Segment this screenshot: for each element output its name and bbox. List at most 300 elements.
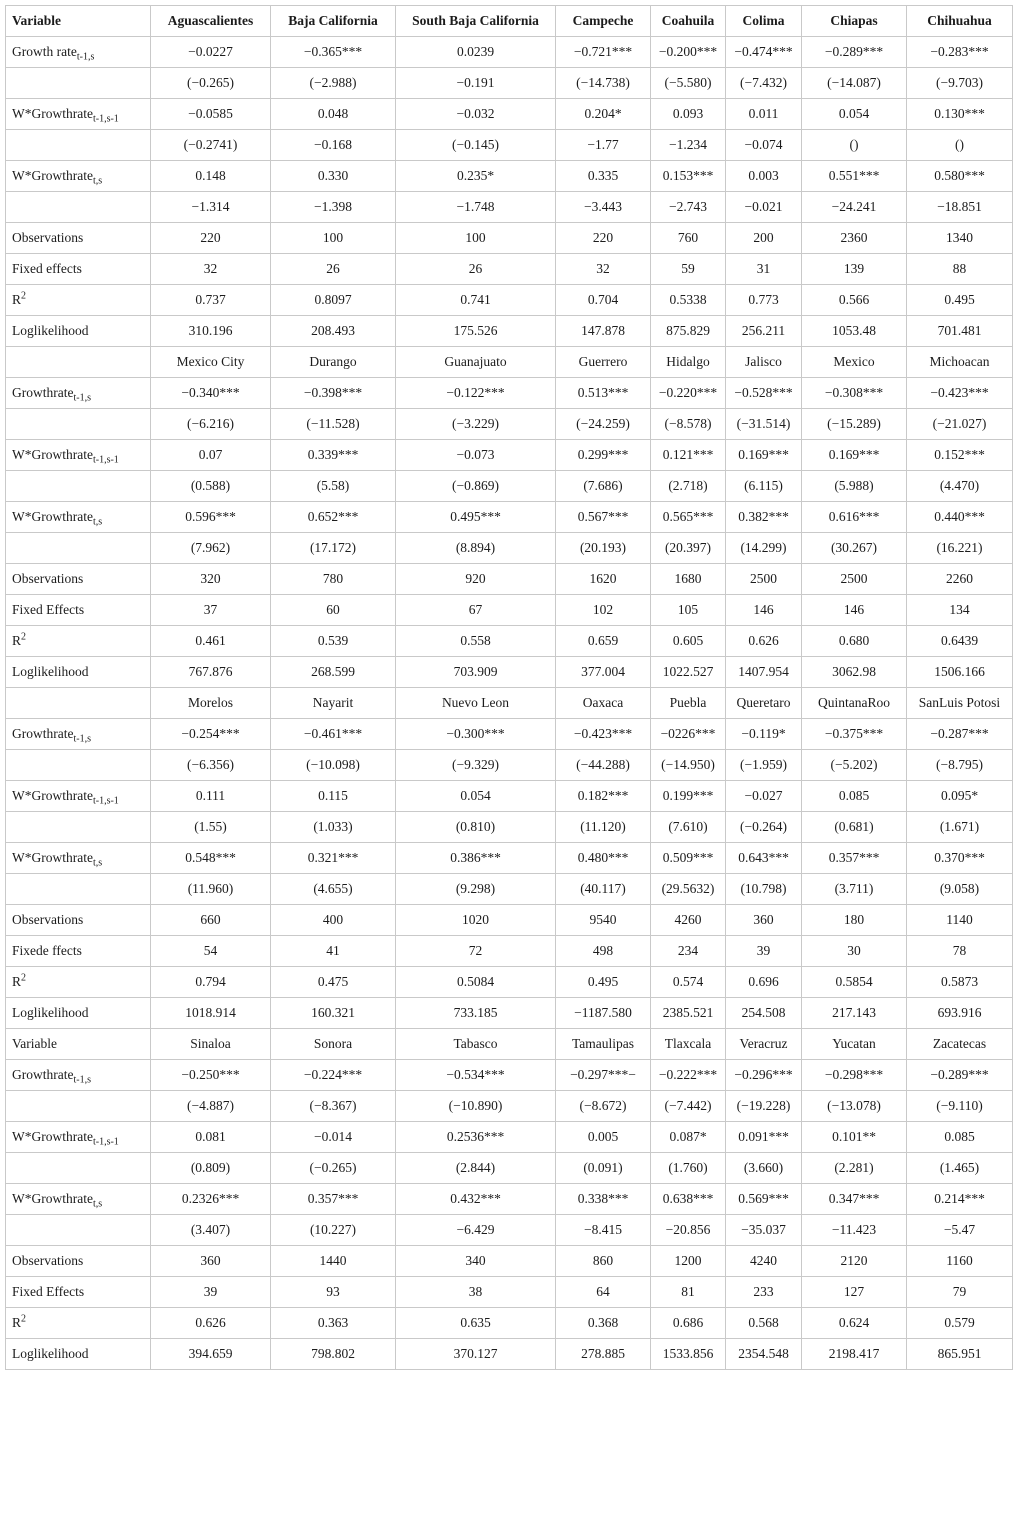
value-cell: 0.148 (151, 161, 271, 192)
column-header-state: Coahuila (651, 6, 726, 37)
value-cell: 0.0239 (396, 37, 556, 68)
table-row (6, 440, 1013, 471)
value-cell: 0.370*** (907, 843, 1013, 874)
value-cell: 2120 (802, 1246, 907, 1277)
value-cell: 0.569*** (726, 1184, 802, 1215)
value-cell: −0.283*** (907, 37, 1013, 68)
row-label-text: W*Growthrate (12, 509, 93, 525)
value-cell: (−4.887) (151, 1091, 271, 1122)
row-label (6, 378, 151, 409)
table-row (6, 1153, 1013, 1184)
table-row (6, 68, 1013, 99)
header-row (6, 6, 1013, 37)
value-cell: (−10.098) (271, 750, 396, 781)
value-cell: (−6.216) (151, 409, 271, 440)
value-cell: −0.461*** (271, 719, 396, 750)
value-cell: 0.616*** (802, 502, 907, 533)
value-cell: 0.539 (271, 626, 396, 657)
value-cell: (−0.265) (151, 68, 271, 99)
row-label (6, 905, 151, 936)
state-row-label (6, 688, 151, 719)
row-label-superscript: 2 (21, 1313, 27, 1325)
value-cell: (14.299) (726, 533, 802, 564)
table-row (6, 471, 1013, 502)
value-cell: −2.743 (651, 192, 726, 223)
state-name: Jalisco (726, 347, 802, 378)
value-cell: −0.289*** (802, 37, 907, 68)
value-cell: −0.250*** (151, 1060, 271, 1091)
value-cell: (9.058) (907, 874, 1013, 905)
value-cell: (1.55) (151, 812, 271, 843)
value-cell: 78 (907, 936, 1013, 967)
value-cell: 0.085 (802, 781, 907, 812)
row-label (6, 1277, 151, 1308)
state-name: Zacatecas (907, 1029, 1013, 1060)
column-header-state: Chiapas (802, 6, 907, 37)
value-cell: 88 (907, 254, 1013, 285)
value-cell: (17.172) (271, 533, 396, 564)
row-label (6, 1091, 151, 1122)
value-cell: (−21.027) (907, 409, 1013, 440)
state-name: Yucatan (802, 1029, 907, 1060)
state-name: Nuevo Leon (396, 688, 556, 719)
state-name: Sonora (271, 1029, 396, 1060)
value-cell: (1.465) (907, 1153, 1013, 1184)
value-cell: −0.308*** (802, 378, 907, 409)
value-cell: −0.423*** (907, 378, 1013, 409)
value-cell: −5.47 (907, 1215, 1013, 1246)
value-cell: (20.397) (651, 533, 726, 564)
column-header-state: Colima (726, 6, 802, 37)
value-cell: −0.074 (726, 130, 802, 161)
value-cell: (−15.289) (802, 409, 907, 440)
regression-results-table (5, 5, 1013, 1370)
row-label-text: R (12, 292, 22, 308)
row-label-text: Growthrate (12, 1067, 74, 1083)
value-cell: 54 (151, 936, 271, 967)
value-cell: 0.626 (726, 626, 802, 657)
value-cell: −0.298*** (802, 1060, 907, 1091)
value-cell: 147.878 (556, 316, 651, 347)
column-header-state: Aguascalientes (151, 6, 271, 37)
value-cell: (−8.367) (271, 1091, 396, 1122)
value-cell: 81 (651, 1277, 726, 1308)
value-cell: 0.643*** (726, 843, 802, 874)
value-cell: 1140 (907, 905, 1013, 936)
value-cell: 254.508 (726, 998, 802, 1029)
table-row (6, 161, 1013, 192)
value-cell: (−2.988) (271, 68, 396, 99)
table-row (6, 967, 1013, 998)
value-cell: (2.718) (651, 471, 726, 502)
table-row (6, 502, 1013, 533)
row-label-text: Loglikelihood (12, 664, 89, 680)
value-cell: −0.423*** (556, 719, 651, 750)
value-cell: 0.115 (271, 781, 396, 812)
table-row (6, 533, 1013, 564)
value-cell: (10.227) (271, 1215, 396, 1246)
row-label (6, 750, 151, 781)
value-cell: 2500 (726, 564, 802, 595)
state-header-row (6, 1029, 1013, 1060)
value-cell: (−9.329) (396, 750, 556, 781)
value-cell: −0.0227 (151, 37, 271, 68)
value-cell: (−0.145) (396, 130, 556, 161)
value-cell: (16.221) (907, 533, 1013, 564)
value-cell: 2198.417 (802, 1339, 907, 1370)
value-cell: () (907, 130, 1013, 161)
state-row-label: Variable (6, 1029, 151, 1060)
row-label-subscript: t,s (92, 516, 103, 528)
value-cell: (−0.264) (726, 812, 802, 843)
row-label (6, 595, 151, 626)
value-cell: (−14.738) (556, 68, 651, 99)
value-cell: 32 (556, 254, 651, 285)
value-cell: −0.073 (396, 440, 556, 471)
row-label (6, 1060, 151, 1091)
value-cell: −1.748 (396, 192, 556, 223)
value-cell: −0.297***− (556, 1060, 651, 1091)
state-name: Tamaulipas (556, 1029, 651, 1060)
row-label (6, 719, 151, 750)
value-cell: 134 (907, 595, 1013, 626)
table-row (6, 1215, 1013, 1246)
value-cell: (3.711) (802, 874, 907, 905)
value-cell: 340 (396, 1246, 556, 1277)
value-cell: 0.204* (556, 99, 651, 130)
value-cell: () (802, 130, 907, 161)
value-cell: 64 (556, 1277, 651, 1308)
value-cell: −24.241 (802, 192, 907, 223)
value-cell: 377.004 (556, 657, 651, 688)
value-cell: 0.169*** (802, 440, 907, 471)
row-label (6, 192, 151, 223)
value-cell: 139 (802, 254, 907, 285)
row-label-text: W*Growthrate (12, 850, 93, 866)
row-label-text: W*Growthrate (12, 1191, 93, 1207)
value-cell: 175.526 (396, 316, 556, 347)
value-cell: 0.558 (396, 626, 556, 657)
row-label (6, 37, 151, 68)
value-cell: 0.794 (151, 967, 271, 998)
column-header-state: Chihuahua (907, 6, 1013, 37)
value-cell: 0.357*** (271, 1184, 396, 1215)
table-row (6, 37, 1013, 68)
value-cell: 400 (271, 905, 396, 936)
value-cell: 0.704 (556, 285, 651, 316)
value-cell: 26 (271, 254, 396, 285)
value-cell: 3062.98 (802, 657, 907, 688)
value-cell: (−3.229) (396, 409, 556, 440)
value-cell: −0.168 (271, 130, 396, 161)
value-cell: 1340 (907, 223, 1013, 254)
value-cell: −0.528*** (726, 378, 802, 409)
value-cell: 0.461 (151, 626, 271, 657)
value-cell: 59 (651, 254, 726, 285)
table-row (6, 409, 1013, 440)
value-cell: −0.027 (726, 781, 802, 812)
value-cell: 233 (726, 1277, 802, 1308)
value-cell: −0.375*** (802, 719, 907, 750)
state-name: Mexico (802, 347, 907, 378)
value-cell: −0.534*** (396, 1060, 556, 1091)
row-label (6, 626, 151, 657)
value-cell: (10.798) (726, 874, 802, 905)
value-cell: −0.340*** (151, 378, 271, 409)
value-cell: (5.58) (271, 471, 396, 502)
table-row (6, 781, 1013, 812)
value-cell: 0.480*** (556, 843, 651, 874)
value-cell: 0.169*** (726, 440, 802, 471)
table-row (6, 595, 1013, 626)
value-cell: 0.638*** (651, 1184, 726, 1215)
row-label-text: Fixede ffects (12, 943, 82, 959)
value-cell: 693.916 (907, 998, 1013, 1029)
row-label-text: Fixed Effects (12, 1284, 85, 1300)
value-cell: 268.599 (271, 657, 396, 688)
value-cell: (−13.078) (802, 1091, 907, 1122)
row-label (6, 533, 151, 564)
value-cell: 0.005 (556, 1122, 651, 1153)
table-row (6, 1060, 1013, 1091)
value-cell: (0.810) (396, 812, 556, 843)
row-label-subscript: t-1,s-1 (92, 454, 119, 466)
value-cell: 0.321*** (271, 843, 396, 874)
value-cell: 160.321 (271, 998, 396, 1029)
value-cell: 0.568 (726, 1308, 802, 1339)
value-cell: 0.440*** (907, 502, 1013, 533)
table-row (6, 223, 1013, 254)
value-cell: (2.281) (802, 1153, 907, 1184)
row-label (6, 254, 151, 285)
value-cell: 0.548*** (151, 843, 271, 874)
value-cell: 60 (271, 595, 396, 626)
value-cell: 278.885 (556, 1339, 651, 1370)
value-cell: −8.415 (556, 1215, 651, 1246)
value-cell: 0.565*** (651, 502, 726, 533)
value-cell: −0.224*** (271, 1060, 396, 1091)
value-cell: −3.443 (556, 192, 651, 223)
state-name: Veracruz (726, 1029, 802, 1060)
value-cell: (8.894) (396, 533, 556, 564)
value-cell: −0.287*** (907, 719, 1013, 750)
row-label (6, 68, 151, 99)
row-label-text: Observations (12, 230, 84, 246)
value-cell: 0.363 (271, 1308, 396, 1339)
state-name: Mexico City (151, 347, 271, 378)
value-cell: 0.495 (907, 285, 1013, 316)
row-label-subscript: t-1,s-1 (92, 1136, 119, 1148)
state-name: Nayarit (271, 688, 396, 719)
table-row (6, 1184, 1013, 1215)
state-header-row (6, 688, 1013, 719)
value-cell: (−7.442) (651, 1091, 726, 1122)
value-cell: 360 (726, 905, 802, 936)
value-cell: (6.115) (726, 471, 802, 502)
value-cell: 0.368 (556, 1308, 651, 1339)
value-cell: 0.737 (151, 285, 271, 316)
value-cell: 1018.914 (151, 998, 271, 1029)
value-cell: −0.398*** (271, 378, 396, 409)
value-cell: (2.844) (396, 1153, 556, 1184)
value-cell: 0.214*** (907, 1184, 1013, 1215)
value-cell: −0.300*** (396, 719, 556, 750)
value-cell: 733.185 (396, 998, 556, 1029)
value-cell: 0.624 (802, 1308, 907, 1339)
row-label-text: Growthrate (12, 726, 74, 742)
value-cell: (4.655) (271, 874, 396, 905)
value-cell: 0.357*** (802, 843, 907, 874)
value-cell: (5.988) (802, 471, 907, 502)
table-row (6, 99, 1013, 130)
value-cell: 0.605 (651, 626, 726, 657)
row-label (6, 161, 151, 192)
value-cell: 0.330 (271, 161, 396, 192)
state-name: Tabasco (396, 1029, 556, 1060)
row-label-superscript: 2 (21, 972, 27, 984)
row-label-subscript: t-1,s (73, 733, 91, 745)
value-cell: 703.909 (396, 657, 556, 688)
table-row (6, 1277, 1013, 1308)
value-cell: (11.960) (151, 874, 271, 905)
value-cell: (0.809) (151, 1153, 271, 1184)
value-cell: 220 (151, 223, 271, 254)
state-name: Tlaxcala (651, 1029, 726, 1060)
table-row (6, 316, 1013, 347)
value-cell: 0.003 (726, 161, 802, 192)
row-label-superscript: 2 (21, 631, 27, 643)
table-body (6, 37, 1013, 1370)
value-cell: 32 (151, 254, 271, 285)
value-cell: 0.199*** (651, 781, 726, 812)
value-cell: 1680 (651, 564, 726, 595)
row-label (6, 471, 151, 502)
value-cell: (0.091) (556, 1153, 651, 1184)
value-cell: −6.429 (396, 1215, 556, 1246)
value-cell: (20.193) (556, 533, 651, 564)
value-cell: 0.5854 (802, 967, 907, 998)
value-cell: 0.386*** (396, 843, 556, 874)
row-label (6, 967, 151, 998)
row-label-subscript: t-1,s-1 (92, 795, 119, 807)
state-name: Puebla (651, 688, 726, 719)
value-cell: 0.011 (726, 99, 802, 130)
table-row (6, 1308, 1013, 1339)
value-cell: 0.686 (651, 1308, 726, 1339)
value-cell: (−44.288) (556, 750, 651, 781)
value-cell: 760 (651, 223, 726, 254)
row-label (6, 812, 151, 843)
value-cell: −0.289*** (907, 1060, 1013, 1091)
value-cell: 2260 (907, 564, 1013, 595)
row-label-subscript: t-1,s (73, 1074, 91, 1086)
value-cell: 0.513*** (556, 378, 651, 409)
value-cell: 100 (396, 223, 556, 254)
value-cell: (1.033) (271, 812, 396, 843)
table-row (6, 998, 1013, 1029)
table-row (6, 192, 1013, 223)
value-cell: 4240 (726, 1246, 802, 1277)
row-label-text: Growth rate (12, 44, 77, 60)
value-cell: 0.635 (396, 1308, 556, 1339)
value-cell: −18.851 (907, 192, 1013, 223)
row-label-text: W*Growthrate (12, 106, 93, 122)
value-cell: 0.495*** (396, 502, 556, 533)
value-cell: −1.77 (556, 130, 651, 161)
value-cell: 0.07 (151, 440, 271, 471)
value-cell: 860 (556, 1246, 651, 1277)
value-cell: 875.829 (651, 316, 726, 347)
table-row (6, 1091, 1013, 1122)
value-cell: −0.032 (396, 99, 556, 130)
value-cell: 0.5873 (907, 967, 1013, 998)
table-row (6, 1122, 1013, 1153)
value-cell: 1160 (907, 1246, 1013, 1277)
value-cell: (−9.110) (907, 1091, 1013, 1122)
value-cell: 41 (271, 936, 396, 967)
value-cell: 360 (151, 1246, 271, 1277)
value-cell: 1440 (271, 1246, 396, 1277)
value-cell: −0.191 (396, 68, 556, 99)
state-name: Oaxaca (556, 688, 651, 719)
state-name: Michoacan (907, 347, 1013, 378)
value-cell: 0.574 (651, 967, 726, 998)
table-row (6, 626, 1013, 657)
value-cell: −1187.580 (556, 998, 651, 1029)
value-cell: 498 (556, 936, 651, 967)
value-cell: 2360 (802, 223, 907, 254)
value-cell: −0.222*** (651, 1060, 726, 1091)
value-cell: 127 (802, 1277, 907, 1308)
state-name: Durango (271, 347, 396, 378)
value-cell: (−1.959) (726, 750, 802, 781)
value-cell: 0.054 (802, 99, 907, 130)
value-cell: −0.200*** (651, 37, 726, 68)
value-cell: 0.087* (651, 1122, 726, 1153)
value-cell: (30.267) (802, 533, 907, 564)
table-row (6, 905, 1013, 936)
row-label (6, 130, 151, 161)
value-cell: 767.876 (151, 657, 271, 688)
table-row (6, 843, 1013, 874)
row-label-text: W*Growthrate (12, 1129, 93, 1145)
row-label-subscript: t,s (92, 1198, 103, 1210)
value-cell: 0.659 (556, 626, 651, 657)
row-label (6, 1153, 151, 1184)
table-row (6, 936, 1013, 967)
table-row (6, 874, 1013, 905)
value-cell: (−14.950) (651, 750, 726, 781)
row-label-text: R (12, 633, 22, 649)
value-cell: 0.509*** (651, 843, 726, 874)
row-label (6, 1339, 151, 1370)
value-cell: 102 (556, 595, 651, 626)
value-cell: 394.659 (151, 1339, 271, 1370)
value-cell: (1.760) (651, 1153, 726, 1184)
row-label-subscript: t,s (92, 175, 103, 187)
value-cell: (−6.356) (151, 750, 271, 781)
value-cell: 2385.521 (651, 998, 726, 1029)
value-cell: (−24.259) (556, 409, 651, 440)
state-name: Hidalgo (651, 347, 726, 378)
value-cell: 0.741 (396, 285, 556, 316)
row-label (6, 1215, 151, 1246)
value-cell: 79 (907, 1277, 1013, 1308)
value-cell: 9540 (556, 905, 651, 936)
row-label-text: Loglikelihood (12, 1005, 89, 1021)
row-label (6, 1246, 151, 1277)
value-cell: (29.5632) (651, 874, 726, 905)
